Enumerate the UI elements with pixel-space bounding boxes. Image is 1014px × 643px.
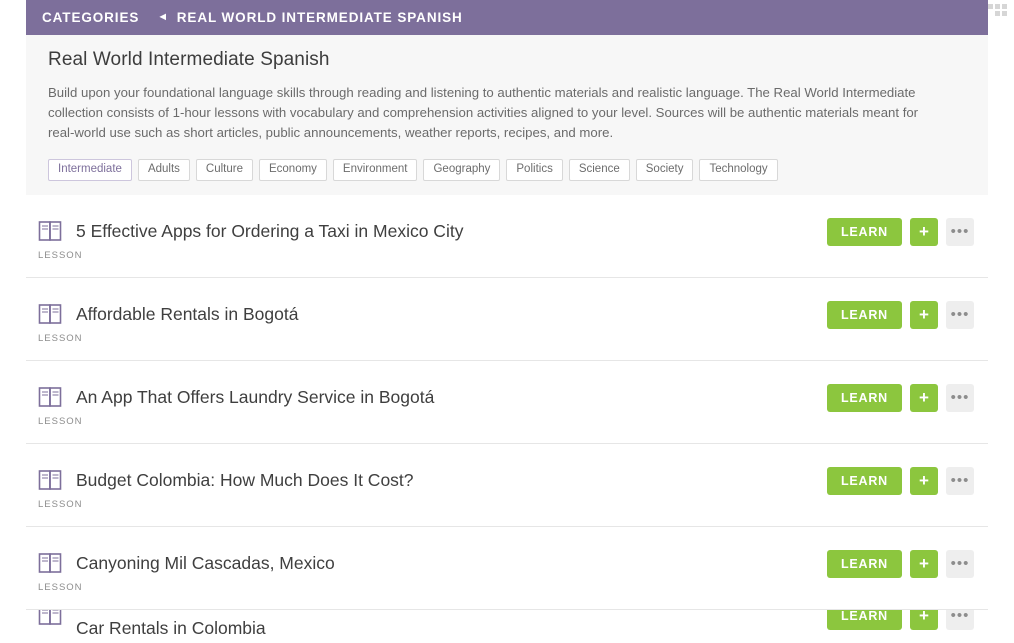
list-item[interactable] [26,195,988,278]
lesson-info [76,610,827,643]
lesson-title[interactable]: Affordable Rentals in Bogotá [76,304,299,324]
page-right-margin [988,0,1014,643]
book-icon [38,551,64,577]
lesson-type-label: LESSON [38,416,83,427]
lesson-title[interactable]: Budget Colombia: How Much Does It Cost? [76,470,414,490]
lesson-actions [827,301,974,329]
lesson-title[interactable]: 5 Effective Apps for Ordering a Taxi in Mexico City [76,221,464,241]
lesson-list [26,195,988,643]
learn-button[interactable]: LEARN [827,301,902,329]
add-button[interactable]: + [910,610,938,630]
learn-button[interactable]: LEARN [827,218,902,246]
lesson-type-label: LESSON [38,250,83,261]
learn-button[interactable]: LEARN [827,610,902,630]
decorative-dots [988,4,1010,18]
tag-chip[interactable]: Economy [259,159,327,181]
lesson-type-label: LESSON [38,499,83,510]
lesson-info [38,278,827,360]
collection-description: Build upon your foundational language skills through reading and listening to authentic materials and realistic language. The Real World Intermediate collection consists of 1-hour lessons with vocabulary and comprehension activities aligned to your level. Sources will be authentic materials meant for real-world use such as short articles, public announcements, weather reports, recipes, and more. [48,85,919,140]
add-button[interactable]: + [910,301,938,329]
lesson-actions [827,467,974,495]
breadcrumb [26,0,988,35]
tag-chip[interactable]: Adults [138,159,190,181]
more-options-button[interactable]: ••• [946,610,974,630]
lesson-type-label: LESSON [38,582,83,593]
page-left-margin [0,0,26,643]
learn-button[interactable]: LEARN [827,550,902,578]
add-button[interactable]: + [910,467,938,495]
add-button[interactable]: + [910,550,938,578]
breadcrumb-item-categories[interactable]: CATEGORIES [42,10,140,25]
lesson-type-label: LESSON [38,333,83,344]
book-icon [38,468,64,494]
more-options-button[interactable]: ••• [946,218,974,246]
lesson-title[interactable]: An App That Offers Laundry Service in Bogotá [76,387,435,407]
list-item[interactable] [26,610,988,643]
more-options-button[interactable]: ••• [946,467,974,495]
lesson-title[interactable]: Canyoning Mil Cascadas, Mexico [76,553,335,573]
tag-chip[interactable]: Geography [423,159,500,181]
more-options-button[interactable]: ••• [946,301,974,329]
book-icon [38,610,64,629]
lesson-actions [827,384,974,412]
lesson-info [38,527,827,609]
add-button[interactable]: + [910,218,938,246]
tag-chip[interactable]: Culture [196,159,253,181]
learn-button[interactable]: LEARN [827,384,902,412]
more-options-button[interactable]: ••• [946,384,974,412]
tag-chip[interactable]: Environment [333,159,418,181]
book-icon [38,385,64,411]
tag-chip[interactable]: Politics [506,159,562,181]
lesson-info [38,444,827,526]
breadcrumb-item-current[interactable]: REAL WORLD INTERMEDIATE SPANISH [176,10,463,25]
tag-chip[interactable]: Intermediate [48,159,132,181]
learn-button[interactable]: LEARN [827,467,902,495]
lesson-title[interactable]: Car Rentals in Colombia [76,618,266,638]
list-item[interactable] [26,361,988,444]
lesson-info [38,361,827,443]
collection-header-panel [26,35,988,201]
more-options-button[interactable]: ••• [946,550,974,578]
lesson-info [38,195,827,277]
book-icon [38,302,64,328]
tag-chip[interactable]: Society [636,159,694,181]
lesson-actions [827,218,974,246]
tag-list [48,159,966,181]
list-item[interactable] [26,527,988,610]
list-item[interactable] [26,444,988,527]
list-item[interactable] [26,278,988,361]
book-icon [38,219,64,245]
tag-chip[interactable]: Science [569,159,630,181]
lesson-actions [827,610,974,630]
add-button[interactable]: + [910,384,938,412]
chevron-left-icon: ◄ [157,11,169,23]
lesson-actions [827,550,974,578]
page-title: Real World Intermediate Spanish [48,49,330,70]
tag-chip[interactable]: Technology [699,159,777,181]
